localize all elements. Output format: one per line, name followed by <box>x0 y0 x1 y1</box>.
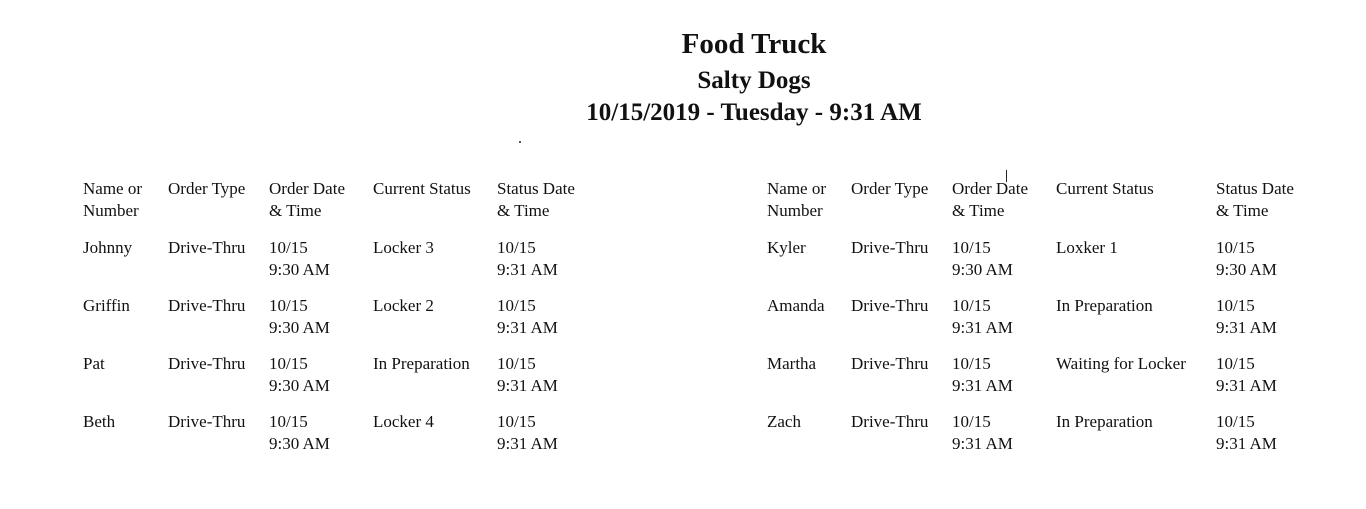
col-header-status-date: Status Date & Time <box>497 179 575 220</box>
order-date-time: 10/15 9:30 AM <box>269 238 330 279</box>
order-type: Drive-Thru <box>851 238 929 257</box>
status-date-time: 10/15 9:31 AM <box>1216 354 1277 395</box>
order-status: Locker 2 <box>373 296 434 315</box>
order-status: In Preparation <box>373 354 470 373</box>
order-date-time: 10/15 9:30 AM <box>952 238 1013 279</box>
order-name: Amanda <box>767 296 825 315</box>
order-status: In Preparation <box>1056 296 1153 315</box>
truck-name: Salty Dogs <box>697 67 811 94</box>
order-date-time: 10/15 9:30 AM <box>269 412 330 453</box>
order-date-time: 10/15 9:31 AM <box>952 412 1013 453</box>
order-type: Drive-Thru <box>851 296 929 315</box>
speck-mark <box>519 141 521 143</box>
order-type: Drive-Thru <box>168 238 246 257</box>
order-type: Drive-Thru <box>168 354 246 373</box>
col-header-order-type: Order Type <box>168 179 246 198</box>
order-date-time: 10/15 9:30 AM <box>269 296 330 337</box>
col-header-status-date: Status Date & Time <box>1216 179 1294 220</box>
col-header-order-type: Order Type <box>851 179 929 198</box>
status-date-time: 10/15 9:31 AM <box>497 238 558 279</box>
order-name: Pat <box>83 354 105 373</box>
order-type: Drive-Thru <box>168 412 246 431</box>
order-type: Drive-Thru <box>851 354 929 373</box>
col-header-order-date: Order Date & Time <box>952 179 1028 220</box>
status-date-time: 10/15 9:31 AM <box>1216 412 1277 453</box>
order-type: Drive-Thru <box>851 412 929 431</box>
order-name: Martha <box>767 354 817 373</box>
col-header-current-status: Current Status <box>1056 179 1154 198</box>
status-date-time: 10/15 9:31 AM <box>497 354 558 395</box>
order-name: Beth <box>83 412 116 431</box>
order-status: In Preparation <box>1056 412 1153 431</box>
order-name: Johnny <box>83 238 133 257</box>
status-date-time: 10/15 9:31 AM <box>1216 296 1277 337</box>
status-date-time: 10/15 9:31 AM <box>497 296 558 337</box>
order-name: Zach <box>767 412 801 431</box>
status-date-time: 10/15 9:30 AM <box>1216 238 1277 279</box>
order-name: Griffin <box>83 296 130 315</box>
order-status: Loxker 1 <box>1056 238 1118 257</box>
order-status: Locker 3 <box>373 238 434 257</box>
col-header-current-status: Current Status <box>373 179 471 198</box>
order-name: Kyler <box>767 238 806 257</box>
order-date-time: 10/15 9:31 AM <box>952 296 1013 337</box>
col-header-order-date: Order Date & Time <box>269 179 345 220</box>
status-date-time: 10/15 9:31 AM <box>497 412 558 453</box>
order-date-time: 10/15 9:30 AM <box>269 354 330 395</box>
current-datetime: 10/15/2019 - Tuesday - 9:31 AM <box>586 99 922 126</box>
col-header-name: Name or Number <box>83 179 143 220</box>
col-header-name: Name or Number <box>767 179 827 220</box>
order-type: Drive-Thru <box>168 296 246 315</box>
order-status: Waiting for Locker <box>1056 354 1186 373</box>
page-title: Food Truck <box>681 28 827 60</box>
order-date-time: 10/15 9:31 AM <box>952 354 1013 395</box>
order-status: Locker 4 <box>373 412 434 431</box>
